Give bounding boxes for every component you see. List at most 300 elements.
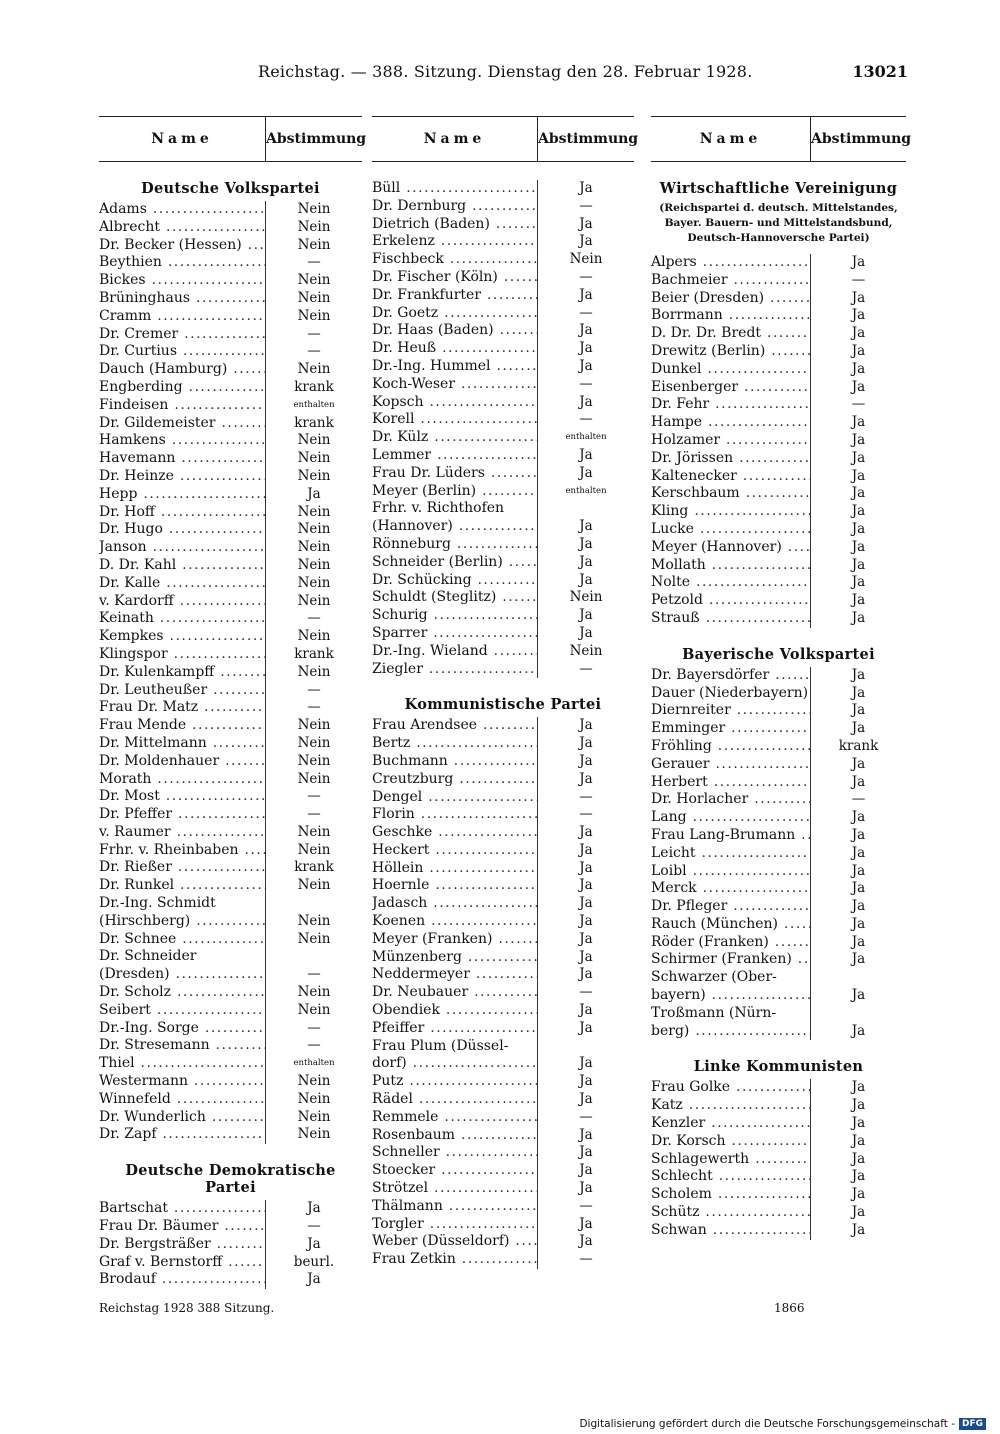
- vote-value: Nein: [537, 589, 634, 607]
- member-name: Frau Plum (Düssel-: [372, 1037, 509, 1054]
- member-name: Rädel .....: [372, 1091, 537, 1109]
- vote-row: [99, 557, 362, 575]
- member-name: Loibl .....: [651, 863, 810, 881]
- member-name: Frau Arendsee .....: [372, 717, 537, 735]
- vote-row: [372, 322, 634, 340]
- member-name: Röder (Franken) .....: [651, 934, 810, 952]
- vote-value: Ja: [537, 1002, 634, 1020]
- member-name: Hepp .....: [99, 486, 265, 504]
- member-name: Dunkel .....: [651, 361, 810, 379]
- vote-row: [99, 1218, 362, 1236]
- vote-row: [651, 468, 906, 486]
- vote-value: Ja: [810, 1186, 906, 1204]
- vote-row: [99, 664, 362, 682]
- member-name: Dr. Runkel .....: [99, 877, 265, 895]
- member-name: Dr. Zapf .....: [99, 1126, 265, 1144]
- member-name: Dr. Hugo .....: [99, 521, 265, 539]
- member-name: Frau Lang-Brumann .....: [651, 827, 810, 845]
- member-name: Putz .....: [372, 1073, 537, 1091]
- vote-value: enthalten: [265, 397, 362, 415]
- vote-value: Ja: [265, 1200, 362, 1218]
- vote-value: Nein: [265, 913, 362, 931]
- member-name: Dr. Kalle .....: [99, 575, 265, 593]
- vote-value: —: [265, 610, 362, 628]
- vote-value: —: [265, 1020, 362, 1038]
- member-name: Dr. Heinze .....: [99, 468, 265, 486]
- vote-value: Ja: [265, 486, 362, 504]
- party-subtitle: [651, 201, 906, 246]
- vote-value: Ja: [810, 1079, 906, 1097]
- party-subtitle-line: Deutsch-Hannoversche Partei): [687, 232, 870, 244]
- vote-value: Nein: [265, 237, 362, 255]
- vote-row: [372, 1109, 634, 1127]
- member-name: Dr. Schnee .....: [99, 931, 265, 949]
- member-name: Meyer (Berlin) .....: [372, 483, 537, 501]
- vote-value: Nein: [265, 1073, 362, 1091]
- vote-row: [651, 934, 906, 952]
- vote-value: Nein: [265, 1109, 362, 1127]
- member-name: Hampe .....: [651, 414, 810, 432]
- member-name: Frau Mende .....: [99, 717, 265, 735]
- member-name: Schuldt (Steglitz) .....: [372, 589, 537, 607]
- page-number: 13021: [852, 62, 908, 81]
- vote-row: [99, 1091, 362, 1109]
- vote-value: Nein: [265, 984, 362, 1002]
- vote-value: Ja: [537, 753, 634, 771]
- vote-value: Ja: [537, 949, 634, 967]
- member-name: Fischbeck .....: [372, 251, 537, 269]
- vote-row: [651, 343, 906, 361]
- member-name: Hamkens .....: [99, 432, 265, 450]
- vote-header: Abstimmung: [810, 117, 906, 161]
- member-name: Frhr. v. Rheinbaben .....: [99, 842, 265, 860]
- member-name: Neddermeyer .....: [372, 966, 537, 984]
- member-name: Dr. Most .....: [99, 788, 265, 806]
- member-name: Schütz .....: [651, 1204, 810, 1222]
- vote-row: [372, 877, 634, 895]
- vote-row: [99, 1002, 362, 1020]
- vote-value: Ja: [537, 447, 634, 465]
- member-name: Dr. Becker (Hessen) .....: [99, 237, 265, 255]
- vote-value: Ja: [810, 774, 906, 792]
- vote-value: —: [265, 254, 362, 272]
- vote-row: [651, 379, 906, 397]
- vote-row: [99, 290, 362, 308]
- vote-row: [372, 376, 634, 394]
- vote-value: —: [810, 272, 906, 290]
- vote-value: Ja: [810, 592, 906, 610]
- member-name: Dr. Fischer (Köln) .....: [372, 269, 537, 287]
- vote-value: Ja: [810, 809, 906, 827]
- member-name: Katz .....: [651, 1097, 810, 1115]
- vote-row: [372, 500, 634, 518]
- vote-value: Nein: [265, 824, 362, 842]
- vote-value: Ja: [537, 895, 634, 913]
- vote-row: [99, 593, 362, 611]
- vote-value: —: [265, 343, 362, 361]
- vote-row: [372, 1127, 634, 1145]
- member-name: Eisenberger .....: [651, 379, 810, 397]
- party-subtitle-line: (Reichspartei d. deutsch. Mittelstandes,: [659, 202, 898, 214]
- vote-row: [372, 860, 634, 878]
- member-name: Florin .....: [372, 806, 537, 824]
- vote-value: Ja: [810, 450, 906, 468]
- vote-value: Ja: [537, 554, 634, 572]
- page-title: Reichstag. — 388. Sitzung. Dienstag den 28. Februar 1928.: [258, 62, 753, 81]
- member-name: Engberding .....: [99, 379, 265, 397]
- vote-row: [99, 504, 362, 522]
- member-name: Dr. Mittelmann .....: [99, 735, 265, 753]
- member-name: berg) .....: [651, 1023, 810, 1041]
- vote-row: [99, 931, 362, 949]
- footer-number: 1866: [774, 1301, 805, 1315]
- vote-value: Ja: [810, 951, 906, 969]
- vote-value: Nein: [265, 272, 362, 290]
- vote-row: [99, 1271, 362, 1289]
- member-name: Schwan .....: [651, 1222, 810, 1240]
- member-name: Drewitz (Berlin) .....: [651, 343, 810, 361]
- vote-row: [651, 791, 906, 809]
- vote-value: Ja: [810, 702, 906, 720]
- vote-row: [651, 898, 906, 916]
- member-name: Frau Dr. Bäumer .....: [99, 1218, 265, 1236]
- member-name: Winnefeld .....: [99, 1091, 265, 1109]
- vote-value: Ja: [537, 1162, 634, 1180]
- vote-row: [651, 1079, 906, 1097]
- vote-value: Nein: [265, 557, 362, 575]
- member-name: Dr. Korsch .....: [651, 1133, 810, 1151]
- vote-value: Ja: [537, 1020, 634, 1038]
- vote-row: [99, 415, 362, 433]
- vote-value: Ja: [810, 361, 906, 379]
- member-name: bayern) .....: [651, 987, 810, 1005]
- vote-value: Ja: [537, 842, 634, 860]
- dfg-credit: [579, 1418, 986, 1430]
- vote-value: Nein: [265, 575, 362, 593]
- vote-value: Ja: [537, 572, 634, 590]
- vote-value: —: [537, 806, 634, 824]
- member-name: Dr. Kulenkampff .....: [99, 664, 265, 682]
- vote-value: Nein: [265, 219, 362, 237]
- column-header: [99, 116, 367, 162]
- party-heading: Bayerische Volkspartei: [682, 645, 875, 663]
- vote-row: [372, 1180, 634, 1198]
- vote-row: [99, 326, 362, 344]
- member-name: Dr. Pfleger .....: [651, 898, 810, 916]
- vote-row: [99, 771, 362, 789]
- vote-row: [372, 1233, 634, 1251]
- vote-value: Ja: [810, 827, 906, 845]
- vote-value: —: [537, 1109, 634, 1127]
- member-name: Morath .....: [99, 771, 265, 789]
- vote-row: [372, 572, 634, 590]
- vote-row: [372, 607, 634, 625]
- member-name: Beythien .....: [99, 254, 265, 272]
- vote-value: —: [537, 411, 634, 429]
- vote-value: Ja: [537, 233, 634, 251]
- vote-row: [372, 895, 634, 913]
- vote-value: Ja: [537, 394, 634, 412]
- vote-value: Nein: [265, 201, 362, 219]
- vote-value: Ja: [537, 913, 634, 931]
- member-name: Frhr. v. Richthofen: [372, 500, 505, 517]
- vote-value: Ja: [810, 307, 906, 325]
- member-name: Strauß .....: [651, 610, 810, 628]
- name-header: Name: [151, 131, 213, 147]
- vote-value: Ja: [810, 521, 906, 539]
- vote-value: Ja: [537, 860, 634, 878]
- vote-value: —: [537, 1251, 634, 1269]
- vote-row: [372, 518, 634, 536]
- vote-row: [372, 305, 634, 323]
- vote-row: [99, 984, 362, 1002]
- member-name: Dr. Goetz .....: [372, 305, 537, 323]
- member-name: Thälmann .....: [372, 1198, 537, 1216]
- vote-row: [99, 1109, 362, 1127]
- vote-value: Ja: [810, 290, 906, 308]
- vote-value: Nein: [265, 290, 362, 308]
- vote-row: [99, 824, 362, 842]
- vote-row: [372, 1038, 634, 1056]
- vote-value: Nein: [265, 717, 362, 735]
- vote-value: Ja: [810, 756, 906, 774]
- vote-value: enthalten: [537, 483, 634, 501]
- member-name: Dr.-Ing. Hummel .....: [372, 358, 537, 376]
- vote-row: [99, 1126, 362, 1144]
- vote-row: [372, 180, 634, 198]
- vote-value: Ja: [810, 539, 906, 557]
- vote-row: [372, 771, 634, 789]
- vote-row: [651, 809, 906, 827]
- member-name: Kempkes .....: [99, 628, 265, 646]
- spacer: [372, 162, 634, 180]
- member-name: Hoernle .....: [372, 877, 537, 895]
- vote-row: [651, 685, 906, 703]
- party-heading: Wirtschaftliche Vereinigung: [659, 180, 898, 197]
- vote-row: [651, 1204, 906, 1222]
- member-name: Ziegler .....: [372, 661, 537, 679]
- member-name: Frau Dr. Matz .....: [99, 699, 265, 717]
- vote-value: Ja: [537, 358, 634, 376]
- vote-row: [99, 717, 362, 735]
- vote-value: Nein: [265, 450, 362, 468]
- vote-row: [651, 987, 906, 1005]
- member-name: Rauch (München) .....: [651, 916, 810, 934]
- vote-row: [651, 1115, 906, 1133]
- member-name: Dr. Cremer .....: [99, 326, 265, 344]
- vote-value: Nein: [265, 1126, 362, 1144]
- vote-value: Nein: [265, 735, 362, 753]
- vote-row: [651, 610, 906, 628]
- vote-row: [372, 1144, 634, 1162]
- member-name: Dr. Dernburg .....: [372, 198, 537, 216]
- vote-row: [651, 1168, 906, 1186]
- vote-value: Nein: [265, 1091, 362, 1109]
- member-name: Münzenberg .....: [372, 949, 537, 967]
- vote-row: [372, 753, 634, 771]
- vote-value: —: [537, 661, 634, 679]
- vote-value: —: [265, 699, 362, 717]
- member-name: Graf v. Bernstorff .....: [99, 1254, 265, 1272]
- vote-value: —: [537, 305, 634, 323]
- vote-value: Nein: [265, 521, 362, 539]
- vote-value: Ja: [537, 216, 634, 234]
- member-name: Dr. Külz .....: [372, 429, 537, 447]
- member-name: Dauer (Niederbayern) .....: [651, 685, 810, 703]
- vote-row: [372, 447, 634, 465]
- member-name: Mollath .....: [651, 557, 810, 575]
- vote-value: Nein: [265, 753, 362, 771]
- member-name: Troßmann (Nürn-: [651, 1004, 777, 1021]
- vote-value: Ja: [537, 735, 634, 753]
- vote-row: [99, 1073, 362, 1091]
- vote-value: —: [810, 791, 906, 809]
- member-name: Thiel .....: [99, 1055, 265, 1073]
- vote-value: —: [265, 806, 362, 824]
- name-header: Name: [699, 131, 762, 147]
- vote-value: Ja: [810, 685, 906, 703]
- member-name: Dr. Heuß .....: [372, 340, 537, 358]
- member-name: Creutzburg .....: [372, 771, 537, 789]
- member-name: (Dresden) .....: [99, 966, 265, 984]
- member-name: Schlecht .....: [651, 1168, 810, 1186]
- vote-row: [651, 951, 906, 969]
- member-name: Dr.-Ing. Wieland .....: [372, 643, 537, 661]
- party-heading: Deutsche Volkspartei: [141, 180, 320, 197]
- vote-value: krank: [265, 379, 362, 397]
- vote-value: Nein: [265, 771, 362, 789]
- column-2: [372, 116, 639, 1269]
- vote-row: [372, 394, 634, 412]
- vote-row: [99, 948, 362, 966]
- vote-row: [99, 272, 362, 290]
- vote-row: [372, 984, 634, 1002]
- vote-row: [651, 432, 906, 450]
- vote-row: [372, 824, 634, 842]
- member-name: Kenzler .....: [651, 1115, 810, 1133]
- column-header: [372, 116, 639, 162]
- member-name: D. Dr. Kahl .....: [99, 557, 265, 575]
- vote-row: [651, 396, 906, 414]
- vote-row: [99, 468, 362, 486]
- member-name: Kerschbaum .....: [651, 485, 810, 503]
- vote-row: [99, 1236, 362, 1254]
- member-name: Weber (Düsseldorf) .....: [372, 1233, 537, 1251]
- vote-row: [651, 539, 906, 557]
- vote-row: [372, 216, 634, 234]
- vote-value: [537, 500, 634, 518]
- vote-value: Nein: [265, 361, 362, 379]
- vote-row: [99, 361, 362, 379]
- vote-value: —: [537, 984, 634, 1002]
- vote-row: [651, 592, 906, 610]
- vote-value: Ja: [810, 987, 906, 1005]
- vote-row: [372, 340, 634, 358]
- vote-value: [265, 948, 362, 966]
- member-name: Herbert .....: [651, 774, 810, 792]
- member-name: Stoecker .....: [372, 1162, 537, 1180]
- vote-value: Ja: [537, 287, 634, 305]
- member-name: Koenen .....: [372, 913, 537, 931]
- vote-row: [372, 1198, 634, 1216]
- vote-value: Nein: [265, 468, 362, 486]
- member-name: Holzamer .....: [651, 432, 810, 450]
- vote-value: Ja: [537, 1091, 634, 1109]
- vote-row: [651, 414, 906, 432]
- vote-value: Ja: [537, 1180, 634, 1198]
- vote-value: Ja: [810, 485, 906, 503]
- vote-value: Ja: [810, 468, 906, 486]
- vote-value: Ja: [537, 1073, 634, 1091]
- vote-row: [372, 735, 634, 753]
- vote-value: Ja: [265, 1236, 362, 1254]
- vote-row: [99, 397, 362, 415]
- vote-row: [372, 643, 634, 661]
- vote-row: [99, 646, 362, 664]
- vote-row: [651, 557, 906, 575]
- vote-value: [265, 895, 362, 913]
- vote-row: [372, 198, 634, 216]
- vote-row: [372, 483, 634, 501]
- vote-value: —: [537, 269, 634, 287]
- vote-row: [372, 625, 634, 643]
- vote-row: [651, 916, 906, 934]
- member-name: D. Dr. Dr. Bredt .....: [651, 325, 810, 343]
- vote-value: Ja: [537, 465, 634, 483]
- vote-row: [372, 1091, 634, 1109]
- vote-row: [99, 788, 362, 806]
- party-heading: Linke Kommunisten: [693, 1058, 864, 1076]
- member-name: Kaltenecker .....: [651, 468, 810, 486]
- vote-value: Ja: [537, 340, 634, 358]
- member-name: Diernreiter .....: [651, 702, 810, 720]
- vote-value: Ja: [537, 1144, 634, 1162]
- member-name: Dr. Gildemeister .....: [99, 415, 265, 433]
- member-name: Bickes .....: [99, 272, 265, 290]
- vote-row: [99, 486, 362, 504]
- vote-row: [651, 307, 906, 325]
- member-name: Dr. Fehr .....: [651, 396, 810, 414]
- vote-row: [99, 966, 362, 984]
- vote-value: Ja: [810, 845, 906, 863]
- vote-value: Nein: [265, 664, 362, 682]
- vote-value: Ja: [810, 503, 906, 521]
- vote-value: Ja: [810, 1151, 906, 1169]
- vote-value: Ja: [537, 966, 634, 984]
- vote-row: [372, 913, 634, 931]
- vote-value: Ja: [810, 916, 906, 934]
- member-name: (Hirschberg) .....: [99, 913, 265, 931]
- member-name: Höllein .....: [372, 860, 537, 878]
- member-name: Frau Dr. Lüders .....: [372, 465, 537, 483]
- member-name: Jadasch .....: [372, 895, 537, 913]
- vote-row: [372, 411, 634, 429]
- vote-row: [99, 450, 362, 468]
- member-name: Dr. Hoff .....: [99, 504, 265, 522]
- vote-value: Ja: [810, 610, 906, 628]
- vote-row: [372, 269, 634, 287]
- vote-row: [99, 806, 362, 824]
- member-name: Schirmer (Franken) .....: [651, 951, 810, 969]
- vote-value: Ja: [265, 1271, 362, 1289]
- vote-row: [651, 1222, 906, 1240]
- vote-row: [372, 1020, 634, 1038]
- vote-value: Ja: [537, 1127, 634, 1145]
- vote-value: Nein: [537, 643, 634, 661]
- member-name: Schlagewerth .....: [651, 1151, 810, 1169]
- vote-value: Nein: [265, 308, 362, 326]
- member-name: Dr.-Ing. Sorge .....: [99, 1020, 265, 1038]
